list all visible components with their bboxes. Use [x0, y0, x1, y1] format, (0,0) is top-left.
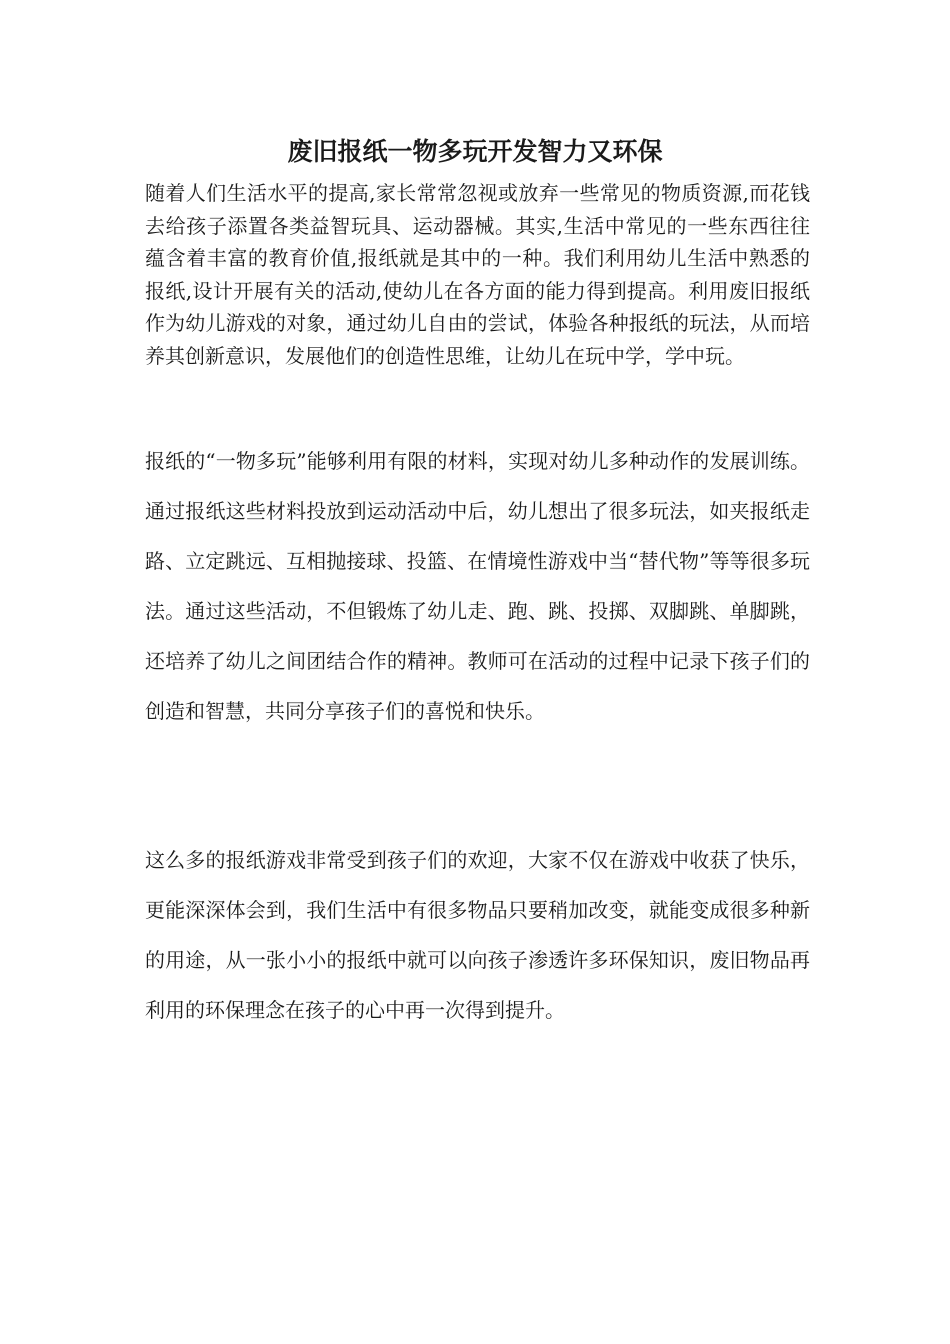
document-title: 废旧报纸一物多玩开发智力又环保 — [287, 137, 663, 166]
paragraph-conclusion: 这么多的报纸游戏非常受到孩子们的欢迎，大家不仅在游戏中收获了快乐，更能深深体会到，我们生活中有很多物品只要稍加改变，就能变成很多种新的用途，从一张小小的报纸中就可以向孩子渗透许多环保知识，废旧物品再利用的环保理念在孩子的心中再一次得到提升。 — [145, 848, 810, 1022]
paragraph-one-item-many-uses: 报纸的“一物多玩”能够利用有限的材料，实现对幼儿多种动作的发展训练。通过报纸这些材料投放到运动活动中后，幼儿想出了很多玩法，如夹报纸走路、立定跳远、互相抛接球、投篮、在情境性游戏中当“替代物”等等很多玩法。通过这些活动，不但锻炼了幼儿走、跑、跳、投掷、双脚跳、单脚跳，还培养了幼儿之间团结合作的精神。教师可在活动的过程中记录下孩子们的创造和智慧，共同分享孩子们的喜悦和快乐。 — [145, 449, 810, 723]
paragraph-intro: 随着人们生活水平的提高,家长常常忽视或放弃一些常见的物质资源,而花钱去给孩子添置各类益智玩具、运动器械。其实,生活中常见的一些东西往往蕴含着丰富的教育价值,报纸就是其中的一种。我们利用幼儿生活中熟悉的报纸,设计开展有关的活动,使幼儿在各方面的能力得到提高。利用废旧报纸作为幼儿游戏的对象，通过幼儿自由的尝试，体验各种报纸的玩法，从而培养其创新意识，发展他们的创造性思维，让幼儿在玩中学，学中玩。 — [145, 181, 810, 368]
